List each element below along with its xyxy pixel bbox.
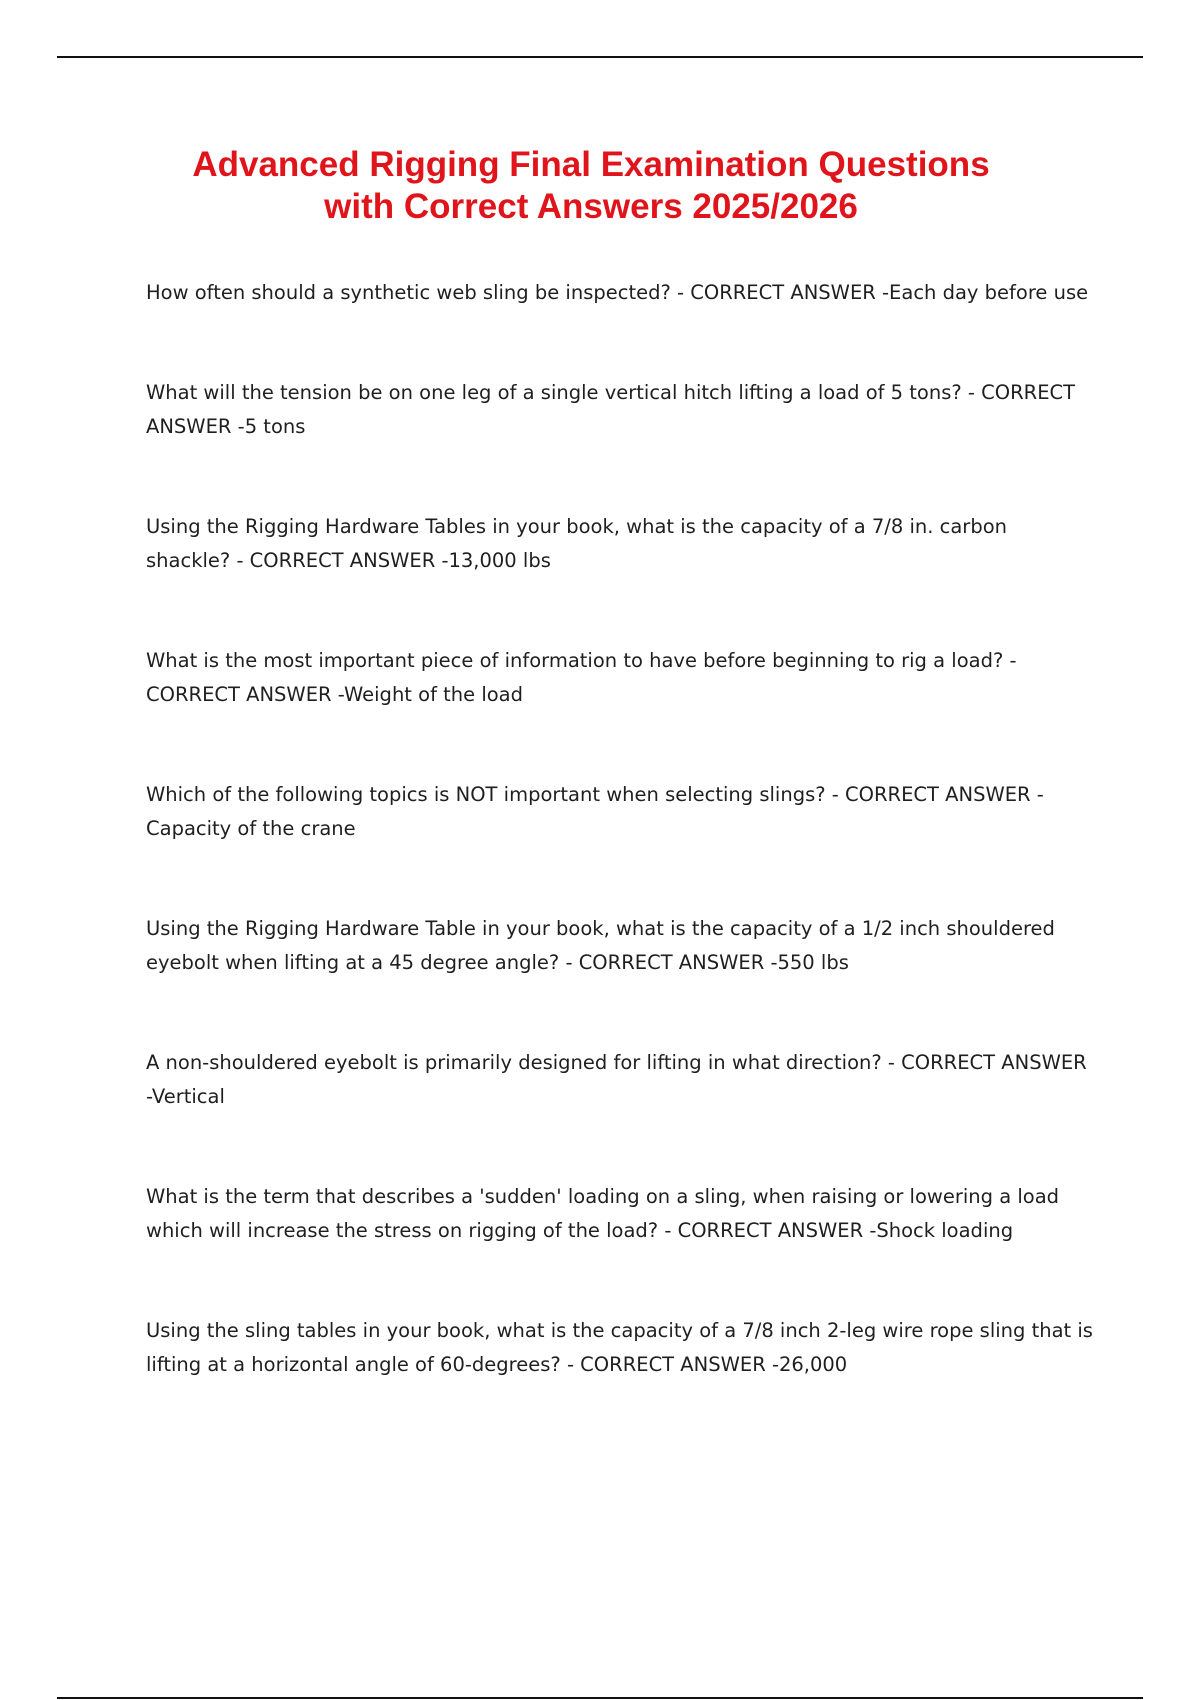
qa-item-7: A non-shouldered eyebolt is primarily designed for lifting in what direction? - CORRECT ANSWER -Vertical [146, 1051, 1087, 1108]
top-divider [57, 56, 1143, 58]
qa-item-4: What is the most important piece of information to have before beginning to rig a load? - CORRECT ANSWER -Weight of the load [146, 649, 1017, 706]
qa-item-6: Using the Rigging Hardware Table in your book, what is the capacity of a 1/2 inch shouldered eyebolt when lifting at a 45 degree angle? - CORRECT ANSWER -550 lbs [146, 917, 1055, 974]
qa-item-1: How often should a synthetic web sling be inspected? - CORRECT ANSWER -Each day before use [146, 281, 1089, 304]
bottom-divider [57, 1697, 1143, 1699]
title-line-2: with Correct Answers 2025/2026 [324, 187, 858, 226]
page-title [120, 144, 1062, 228]
qa-item-3: Using the Rigging Hardware Tables in your book, what is the capacity of a 7/8 in. carbon shackle? - CORRECT ANSWER -13,000 lbs [146, 515, 1007, 572]
qa-item-5: Which of the following topics is NOT important when selecting slings? - CORRECT ANSWER - Capacity of the crane [146, 783, 1044, 840]
qa-item-8: What is the term that describes a 'sudden' loading on a sling, when raising or lowering a load which will increase the stress on rigging of the load? - CORRECT ANSWER -Shock loading [146, 1185, 1060, 1242]
title-line-1: Advanced Rigging Final Examination Questions [192, 145, 990, 184]
qa-item-2: What will the tension be on one leg of a single vertical hitch lifting a load of 5 tons? - CORRECT ANSWER -5 tons [146, 381, 1076, 438]
qa-item-9: Using the sling tables in your book, what is the capacity of a 7/8 inch 2-leg wire rope sling that is lifting at a horizontal angle of 60-degrees? - CORRECT ANSWER -26,000 [146, 1319, 1093, 1376]
question-answer-list [146, 276, 1096, 1382]
